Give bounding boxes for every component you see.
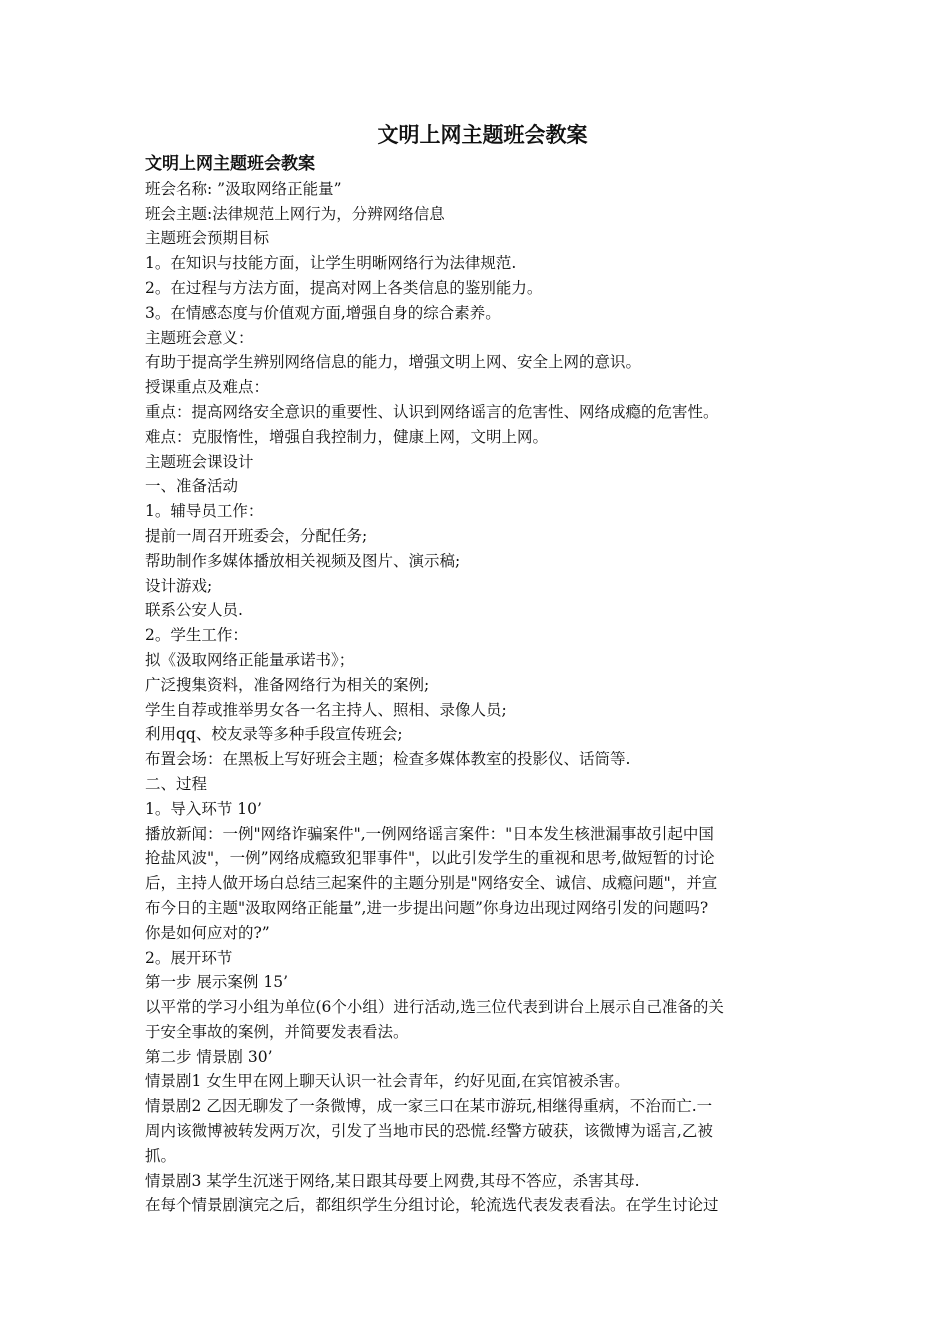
body-line: 布置会场：在黑板上写好班会主题；检查多媒体教室的投影仪、话筒等.: [145, 750, 631, 769]
body-line: 抢盐风波"，一例”网络成瘾致犯罪事件"，以此引发学生的重视和思考,做短暂的讨论: [145, 849, 715, 868]
body-line: 二、过程: [145, 774, 208, 793]
body-line: 第二步 情景剧 30’: [145, 1047, 273, 1066]
body-line: 播放新闻：一例"网络诈骗案件",一例网络谣言案件："日本发生核泄漏事故引起中国: [145, 824, 714, 843]
body-line: 后，主持人做开场白总结三起案件的主题分别是"网络安全、诚信、成瘾问题"，并宣: [145, 874, 718, 893]
document-page: [145, 120, 810, 1218]
body-line: 2。展开环节: [145, 948, 233, 967]
document-subtitle: 文明上网主题班会教案: [145, 154, 315, 174]
body-line: 抓。: [145, 1146, 177, 1165]
body-line: 1。导入环节 10’: [145, 799, 262, 818]
body-line: 学生自荐或推举男女各一名主持人、照相、录像人员;: [145, 700, 507, 719]
body-line: 你是如何应对的?”: [145, 923, 270, 942]
body-line: 主题班会课设计: [145, 452, 254, 471]
body-line: 拟《汲取网络正能量承诺书》；: [145, 650, 355, 669]
body-line: 1。在知识与技能方面，让学生明晰网络行为法律规范.: [145, 254, 517, 273]
document-title: 文明上网主题班会教案: [377, 122, 588, 147]
body-line: 难点：克服惰性，增强自我控制力，健康上网，文明上网。: [145, 427, 549, 446]
body-line: 班会主题:法律规范上网行为，分辨网络信息: [145, 204, 445, 223]
body-line: 一、准备活动: [145, 477, 239, 496]
body-line: 联系公安人员.: [145, 601, 243, 620]
body-line: 第一步 展示案例 15’: [145, 973, 289, 992]
body-line: 2。学生工作：: [145, 626, 248, 645]
body-line: 主题班会预期目标: [145, 229, 270, 248]
body-line: 利用qq、校友录等多种手段宣传班会;: [145, 725, 403, 744]
body-line: 情景剧3 某学生沉迷于网络,某日跟其母要上网费,其母不答应，杀害其母.: [145, 1171, 640, 1190]
body-line: 周内该微博被转发两万次，引发了当地市民的恐慌.经警方破获，该微博为谣言,乙被: [145, 1122, 713, 1141]
body-line: 以平常的学习小组为单位(6个小组）进行活动,选三位代表到讲台上展示自己准备的关: [145, 998, 724, 1017]
body-line: 情景剧2 乙因无聊发了一条微博，成一家三口在某市游玩,相继得重病，不治而亡.一: [145, 1097, 713, 1116]
body-line: 班会名称: ”汲取网络正能量”: [145, 179, 342, 198]
body-line: 设计游戏;: [145, 576, 213, 595]
body-line: 帮助制作多媒体播放相关视频及图片、演示稿;: [145, 551, 461, 570]
body-line: 在每个情景剧演完之后，都组织学生分组讨论，轮流选代表发表看法。在学生讨论过: [145, 1196, 719, 1215]
body-line: 重点：提高网络安全意识的重要性、认识到网络谣言的危害性、网络成瘾的危害性。: [145, 402, 719, 421]
body-line: 广泛搜集资料，准备网络行为相关的案例;: [145, 675, 430, 694]
body-line: 3。在情感态度与价值观方面,增强自身的综合素养。: [145, 303, 501, 322]
body-line: 情景剧1 女生甲在网上聊天认识一社会青年，约好见面,在宾馆被杀害。: [145, 1072, 630, 1091]
body-line: 布今日的主题"汲取网络正能量”,进一步提出问题”你身边出现过网络引发的问题吗?: [145, 898, 709, 917]
body-line: 1。辅导员工作：: [145, 502, 264, 521]
body-line: 2。在过程与方法方面，提高对网上各类信息的鉴别能力。: [145, 278, 543, 297]
body-line: 授课重点及难点：: [145, 378, 270, 397]
body-line: 提前一周召开班委会，分配任务;: [145, 526, 368, 545]
body-line: 主题班会意义：: [145, 328, 254, 347]
body-line: 于安全事故的案例，并简要发表看法。: [145, 1022, 409, 1041]
body-line: 有助于提高学生辨别网络信息的能力，增强文明上网、安全上网的意识。: [145, 353, 642, 372]
document-body: [145, 152, 810, 1218]
